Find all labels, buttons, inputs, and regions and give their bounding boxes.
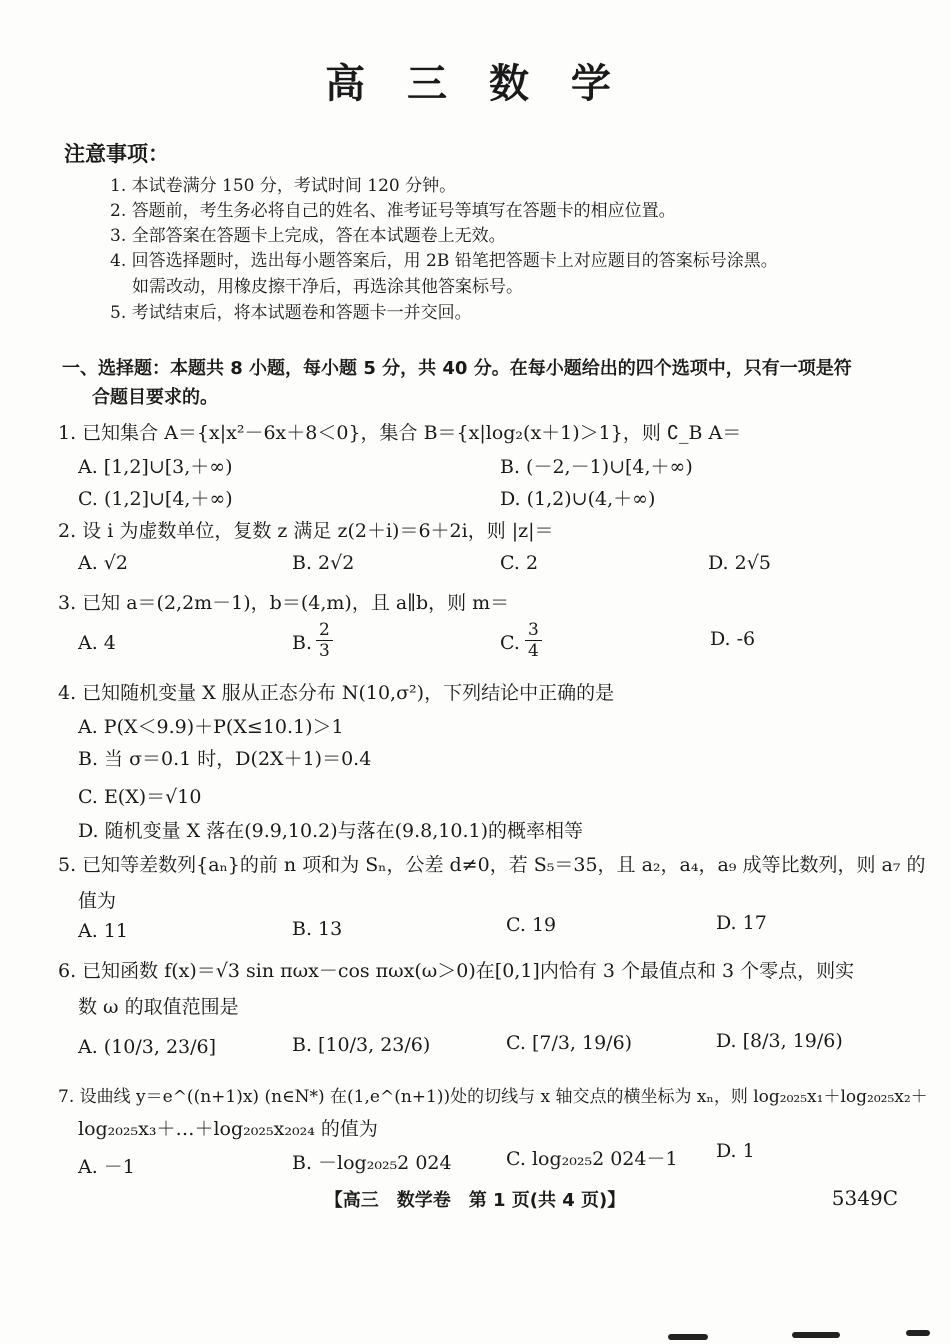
question-6-stem: 6. 已知函数 f(x)＝√3 sin πωx－cos πωx(ω＞0)在[0,1]内恰有 3 个最值点和 3 个零点，则实 xyxy=(58,960,855,982)
notice-heading: 注意事项： xyxy=(64,142,169,166)
notice-item: 如需改动，用橡皮擦干净后，再选涂其他答案标号。 xyxy=(132,277,523,297)
question-5-stem: 5. 已知等差数列{aₙ}的前 n 项和为 Sₙ，公差 d≠0，若 S₅＝35，且 a₂，a₄，a₉ 成等比数列，则 a₇ 的 xyxy=(58,854,926,876)
paper-code: 5349C xyxy=(831,1186,898,1210)
question-5-option-b: B. 13 xyxy=(292,918,343,940)
notice-item: 1. 本试卷满分 150 分，考试时间 120 分钟。 xyxy=(110,176,457,196)
fraction-numerator: 3 xyxy=(525,620,542,641)
question-7-option-b: B. －log₂₀₂₅2 024 xyxy=(292,1152,452,1174)
question-7-option-d: D. 1 xyxy=(716,1140,755,1162)
question-4-option-a: A. P(X＜9.9)＋P(X≤10.1)＞1 xyxy=(78,716,344,738)
question-6-option-a: A. (10/3, 23/6] xyxy=(78,1036,217,1058)
question-3-option-b: B. xyxy=(292,632,313,654)
page-title: 高 三 数 学 xyxy=(325,61,625,107)
section-heading-cont: 合题目要求的。 xyxy=(92,387,218,408)
page-footer: 【高三 数学卷 第 1 页(共 4 页)】 xyxy=(324,1190,626,1211)
question-1-stem: 1. 已知集合 A＝{x|x²－6x＋8＜0}，集合 B＝{x|log₂(x＋1)＞1}，则 ∁_B A＝ xyxy=(58,422,742,444)
question-5-option-c: C. 19 xyxy=(506,914,557,936)
question-2-stem: 2. 设 i 为虚数单位，复数 z 满足 z(2＋i)＝6＋2i，则 |z|＝ xyxy=(58,520,554,542)
question-3-option-a: A. 4 xyxy=(78,632,116,654)
scan-mark xyxy=(792,1332,840,1338)
question-1-option-d: D. (1,2)∪(4,＋∞) xyxy=(500,488,656,510)
question-6-option-d: D. [8/3, 19/6) xyxy=(716,1030,843,1052)
question-3-stem: 3. 已知 a＝(2,2m－1)，b＝(4,m)，且 a∥b，则 m＝ xyxy=(58,592,510,614)
question-1-option-c: C. (1,2]∪[4,＋∞) xyxy=(78,488,233,510)
scan-mark xyxy=(906,1330,930,1336)
question-7-option-a: A. －1 xyxy=(78,1156,135,1178)
section-heading: 一、选择题：本题共 8 小题，每小题 5 分，共 40 分。在每小题给出的四个选项中，只有一项是符 xyxy=(62,358,852,379)
question-4-option-c: C. E(X)＝√10 xyxy=(78,786,202,808)
question-5-option-d: D. 17 xyxy=(716,912,767,934)
question-2-option-a: A. √2 xyxy=(78,552,128,574)
question-7-option-c: C. log₂₀₂₅2 024－1 xyxy=(506,1148,678,1170)
question-2-option-b: B. 2√2 xyxy=(292,552,355,574)
notice-item: 5. 考试结束后，将本试题卷和答题卡一并交回。 xyxy=(110,303,472,323)
notice-item: 2. 答题前，考生务必将自己的姓名、准考证号等填写在答题卡的相应位置。 xyxy=(110,201,676,221)
question-7-stem-cont: log₂₀₂₅x₃＋…＋log₂₀₂₅x₂₀₂₄ 的值为 xyxy=(78,1118,378,1140)
fraction-numerator: 2 xyxy=(316,620,333,641)
question-4-option-d: D. 随机变量 X 落在(9.9,10.2)与落在(9.8,10.1)的概率相等 xyxy=(78,820,584,842)
question-2-option-c: C. 2 xyxy=(500,552,539,574)
fraction-denominator: 3 xyxy=(319,641,330,661)
fraction-denominator: 4 xyxy=(528,641,539,661)
question-6-option-b: B. [10/3, 23/6) xyxy=(292,1034,431,1056)
question-3-option-c: C. xyxy=(500,632,520,654)
notice-item: 4. 回答选择题时，选出每小题答案后，用 2B 铅笔把答题卡上对应题目的答案标号涂黑。 xyxy=(110,251,778,271)
question-3-option-b-fraction xyxy=(316,620,333,661)
scan-mark xyxy=(668,1334,708,1340)
question-3-option-d: D. -6 xyxy=(710,628,756,650)
question-1-option-b: B. (－2,－1)∪[4,＋∞) xyxy=(500,456,693,478)
question-3-option-c-fraction xyxy=(525,620,542,661)
question-2-option-d: D. 2√5 xyxy=(708,552,771,574)
question-5-option-a: A. 11 xyxy=(78,920,128,942)
question-6-option-c: C. [7/3, 19/6) xyxy=(506,1032,633,1054)
question-1-option-a: A. [1,2]∪[3,＋∞) xyxy=(78,456,233,478)
question-4-option-b: B. 当 σ＝0.1 时，D(2X＋1)＝0.4 xyxy=(78,748,372,770)
question-5-stem-cont: 值为 xyxy=(78,890,117,912)
question-6-stem-cont: 数 ω 的取值范围是 xyxy=(78,996,239,1018)
question-4-stem: 4. 已知随机变量 X 服从正态分布 N(10,σ²)，下列结论中正确的是 xyxy=(58,682,615,704)
notice-item: 3. 全部答案在答题卡上完成，答在本试题卷上无效。 xyxy=(110,226,506,246)
question-7-stem: 7. 设曲线 y＝e^((n+1)x) (n∈N*) 在(1,e^(n+1))处的切线与 x 轴交点的横坐标为 xₙ，则 log₂₀₂₅x₁＋log₂₀₂₅x₂＋ xyxy=(58,1087,928,1107)
